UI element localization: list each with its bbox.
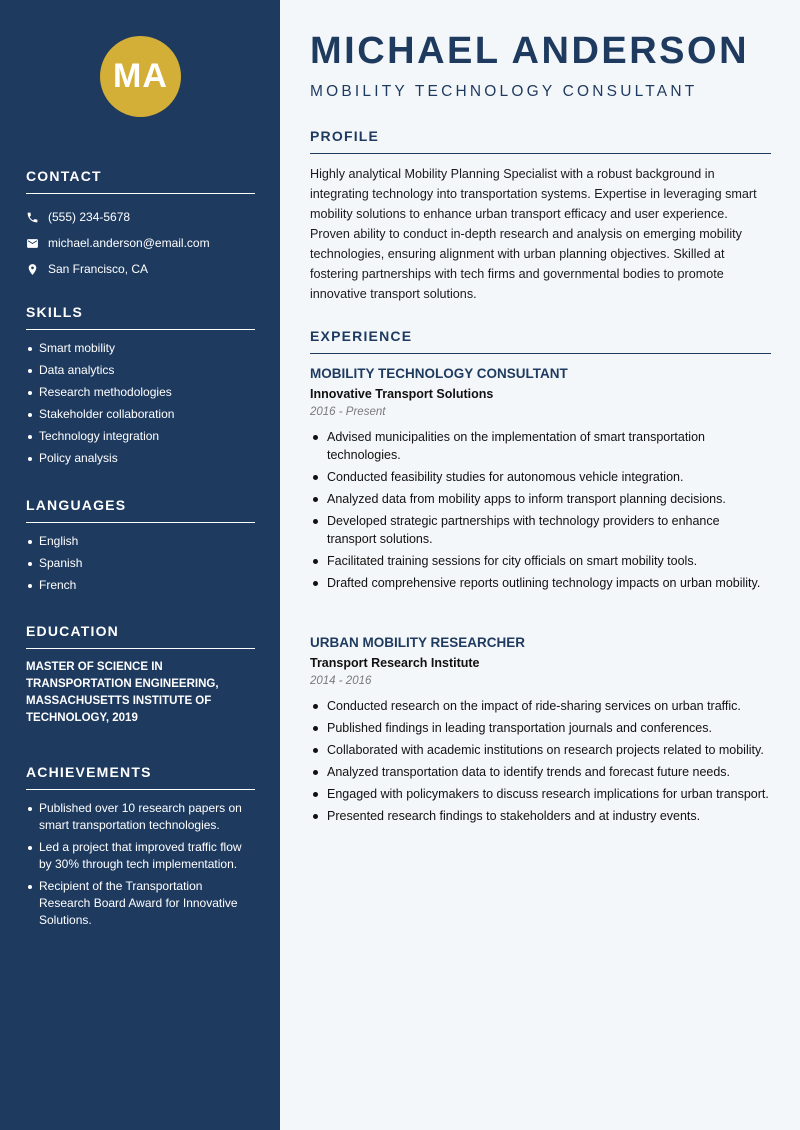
list-item: Developed strategic partnerships with technology providers to enhance transport solutions. bbox=[310, 512, 771, 548]
list-item: Conducted feasibility studies for autonomous vehicle integration. bbox=[310, 468, 771, 486]
list-item: Conducted research on the impact of ride-sharing services on urban traffic. bbox=[310, 697, 771, 715]
achievements-list bbox=[26, 800, 255, 929]
phone-icon bbox=[26, 211, 39, 224]
profile-section bbox=[310, 128, 771, 304]
skills-heading: SKILLS bbox=[26, 304, 255, 330]
list-item: Policy analysis bbox=[26, 450, 255, 467]
job-entry bbox=[310, 635, 771, 829]
achievements-heading: ACHIEVEMENTS bbox=[26, 764, 255, 790]
job-bullets bbox=[310, 697, 771, 825]
languages-heading: LANGUAGES bbox=[26, 497, 255, 523]
list-item: Collaborated with academic institutions on research projects related to mobility. bbox=[310, 741, 771, 759]
mail-icon bbox=[26, 237, 39, 250]
languages-list bbox=[26, 533, 255, 594]
experience-heading: EXPERIENCE bbox=[310, 328, 771, 354]
job-dates: 2016 - Present bbox=[310, 406, 386, 418]
education-section bbox=[26, 623, 255, 727]
list-item: Facilitated training sessions for city officials on smart mobility tools. bbox=[310, 552, 771, 570]
education-heading: EDUCATION bbox=[26, 623, 255, 649]
job-title: MOBILITY TECHNOLOGY CONSULTANT bbox=[310, 366, 568, 381]
education-entry: MASTER OF SCIENCE IN TRANSPORTATION ENGINEERING, MASSACHUSETTS INSTITUTE OF TECHNOLOGY, 2019 bbox=[26, 661, 219, 724]
contact-heading: CONTACT bbox=[26, 168, 255, 194]
list-item: Technology integration bbox=[26, 428, 255, 445]
list-item: Stakeholder collaboration bbox=[26, 406, 255, 423]
list-item: Analyzed data from mobility apps to inform transport planning decisions. bbox=[310, 490, 771, 508]
profile-heading: PROFILE bbox=[310, 128, 771, 154]
list-item: Recipient of the Transportation Research Board Award for Innovative Solutions. bbox=[26, 878, 255, 929]
location-pin-icon bbox=[26, 263, 39, 276]
sidebar bbox=[0, 0, 280, 1130]
job-company: Innovative Transport Solutions bbox=[310, 387, 494, 401]
list-item: Research methodologies bbox=[26, 384, 255, 401]
list-item: Published findings in leading transportation journals and conferences. bbox=[310, 719, 771, 737]
avatar: MA bbox=[100, 36, 181, 117]
job-entry bbox=[310, 366, 771, 596]
experience-section bbox=[310, 328, 771, 354]
candidate-title: MOBILITY TECHNOLOGY CONSULTANT bbox=[310, 83, 698, 100]
contact-location bbox=[26, 256, 255, 282]
email-text: michael.anderson@email.com bbox=[48, 236, 210, 250]
list-item: Presented research findings to stakeholders and at industry events. bbox=[310, 807, 771, 825]
achievements-section bbox=[26, 764, 255, 934]
list-item: Analyzed transportation data to identify trends and forecast future needs. bbox=[310, 763, 771, 781]
contact-phone bbox=[26, 204, 255, 230]
list-item: Published over 10 research papers on smart transportation technologies. bbox=[26, 800, 255, 834]
job-bullets bbox=[310, 428, 771, 592]
list-item: Spanish bbox=[26, 555, 255, 572]
job-dates: 2014 - 2016 bbox=[310, 675, 372, 687]
list-item: Advised municipalities on the implementation of smart transportation technologies. bbox=[310, 428, 771, 464]
location-text: San Francisco, CA bbox=[48, 262, 149, 276]
list-item: Data analytics bbox=[26, 362, 255, 379]
job-company: Transport Research Institute bbox=[310, 656, 480, 670]
list-item: English bbox=[26, 533, 255, 550]
list-item: French bbox=[26, 577, 255, 594]
job-title: URBAN MOBILITY RESEARCHER bbox=[310, 635, 526, 650]
skills-section bbox=[26, 304, 255, 472]
skills-list bbox=[26, 340, 255, 467]
list-item: Smart mobility bbox=[26, 340, 255, 357]
profile-text: Highly analytical Mobility Planning Specialist with a robust background in integrating technology into transportation systems. Expertise in leveraging smart mobility solutions to enhance urban transport efficacy and user experience. Proven ability to conduct in-depth research and analysis on emerging mobility technologies, ensuring alignment with urban planning objectives. Skilled at fostering partnerships with tech firms and governmental bodies to promote innovative transport solutions. bbox=[310, 167, 757, 301]
contact-section bbox=[26, 168, 255, 282]
candidate-name: MICHAEL ANDERSON bbox=[310, 30, 750, 72]
phone-text: (555) 234-5678 bbox=[48, 210, 131, 224]
list-item: Drafted comprehensive reports outlining technology impacts on urban mobility. bbox=[310, 574, 771, 592]
list-item: Engaged with policymakers to discuss research implications for urban transport. bbox=[310, 785, 771, 803]
contact-email bbox=[26, 230, 255, 256]
languages-section bbox=[26, 497, 255, 599]
list-item: Led a project that improved traffic flow by 30% through tech implementation. bbox=[26, 839, 255, 873]
